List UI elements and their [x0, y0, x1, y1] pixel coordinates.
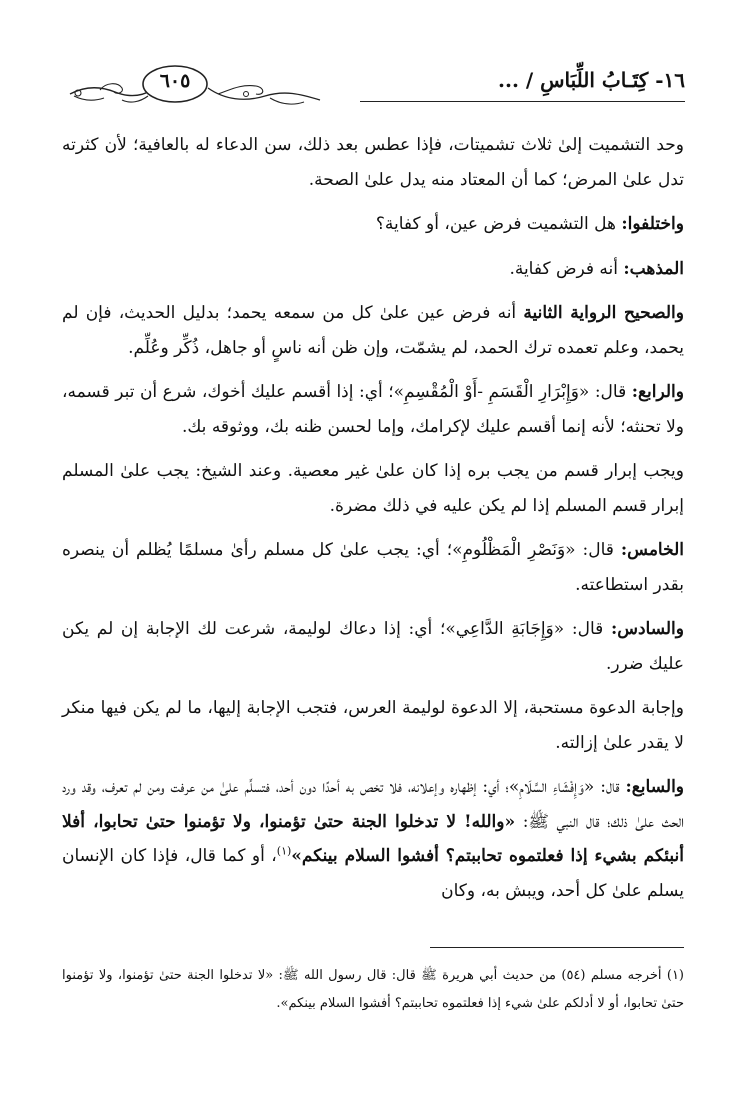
paragraph — [62, 207, 684, 242]
paragraph — [62, 296, 684, 365]
paragraph-text: قال: «وَإِجَابَةِ الدَّاعِي»؛ أي: إذا دعاك لوليمة، شرعت لك الإجابة إن لم يكن عليك ضرر. — [62, 619, 684, 674]
hadith-quote: «والله! لا تدخلوا الجنة حتىٰ تؤمنوا، ولا تؤمنوا حتىٰ تحابوا، أفلا أنبئكم بشيء إذا فعلتموه تحاببتم؟ أفشوا السلام بينكم» — [62, 811, 684, 866]
paragraph — [62, 128, 684, 197]
paragraph-lead: المذهب: — [623, 258, 684, 279]
paragraph-lead: والصحيح الرواية الثانية — [523, 303, 684, 323]
body-text — [62, 128, 684, 918]
footnote-rule — [430, 947, 684, 948]
paragraph — [62, 454, 684, 523]
paragraph — [62, 252, 684, 287]
paragraph — [62, 533, 684, 602]
paragraph-text: ويجب إبرار قسم من يجب بره إذا كان علىٰ غير معصية. وعند الشيخ: يجب علىٰ المسلم إبرار قسم المسلم إذا لم يكن عليه في ذلك مضرة. — [62, 461, 684, 516]
page-number: ٦٠٥ — [159, 70, 191, 92]
paragraph — [62, 375, 684, 444]
paragraph-lead: واختلفوا: — [621, 214, 684, 234]
chapter-title: ١٦- كِتَـابُ اللِّبَاسِ / ... — [498, 68, 685, 92]
paragraph-lead: والسابع: — [625, 777, 684, 797]
paragraph-text: قال: «وَنَصْرِ الْمَظْلُومِ»؛ أي: يجب علىٰ كل مسلم رأىٰ مسلمًا يُظلم أن ينصره بقدر استطاعته. — [62, 540, 684, 595]
footnote-ref[interactable]: (١) — [276, 844, 292, 858]
paragraph-text: وحد التشميت إلىٰ ثلاث تشميتات، فإذا عطس بعد ذلك، سن الدعاء له بالعافية؛ لأن كثرته تدل علىٰ المرض؛ كما أن المعتاد منه يدل علىٰ الصحة. — [62, 135, 684, 190]
paragraph-text: قال: «وَإِبْرَارِ الْقَسَمِ -أَوْ الْمُقْسِمِ»؛ أي: إذا أقسم عليك أخوك، شرع أن تبر قسمه، ولا تحنثه؛ لأنه إنما أقسم عليك لإكرامك، وإما لحسن ظنه بك، ووثوقه بك. — [62, 382, 684, 437]
paragraph-lead: والسادس: — [610, 619, 684, 639]
paragraph-text: أنه فرض كفاية. — [509, 258, 624, 279]
paragraph — [62, 770, 684, 908]
paragraph-text: أنه فرض عين علىٰ كل من سمعه يحمد؛ بدليل الحديث، فإن لم يحمد، وعلم تعمده ترك الحمد، لم يشمّت، وإن ظن أنه ناسٍ أو جاهل، ذُكِّر وعُلِّم. — [62, 303, 684, 358]
paragraph-text: قال: «وَإِفْشَاءِ السَّلَامِ»؛ أي: إظهاره وإعلانه، فلا تخص به أحدًا دون أحد، فتسلِّم علىٰ من عرفت ومن لم تعرف، وقد ورد الحث علىٰ ذلك؛ قال النبي ﷺ: — [62, 777, 685, 832]
paragraph — [62, 612, 684, 681]
page-header — [60, 60, 685, 110]
paragraph-tail: ، أو كما قال، فإذا كان الإنسان يسلم علىٰ كل أحد، ويبش به، وكان — [62, 846, 684, 901]
paragraph-lead: الخامس: — [620, 540, 684, 560]
paragraph — [62, 691, 684, 760]
footnote: (١) أخرجه مسلم (٥٤) من حديث أبي هريرة ﷺ قال: قال رسول الله ﷺ: «لا تدخلوا الجنة حتىٰ تؤمنوا، ولا تؤمنوا حتىٰ تحابوا، أو لا أدلكم علىٰ شيء إذا فعلتموه تحاببتم؟ أفشوا السلام بينكم». — [62, 968, 684, 1011]
paragraph-lead: والرابع: — [631, 382, 684, 402]
header-ornament-icon — [60, 60, 390, 110]
header-rule — [360, 101, 685, 102]
paragraph-text: هل التشميت فرض عين، أو كفاية؟ — [375, 214, 622, 234]
paragraph-text: وإجابة الدعوة مستحبة، إلا الدعوة لوليمة العرس، فتجب الإجابة إليها، ما لم يكن فيها منكر لا يقدر علىٰ إزالته. — [62, 698, 684, 753]
